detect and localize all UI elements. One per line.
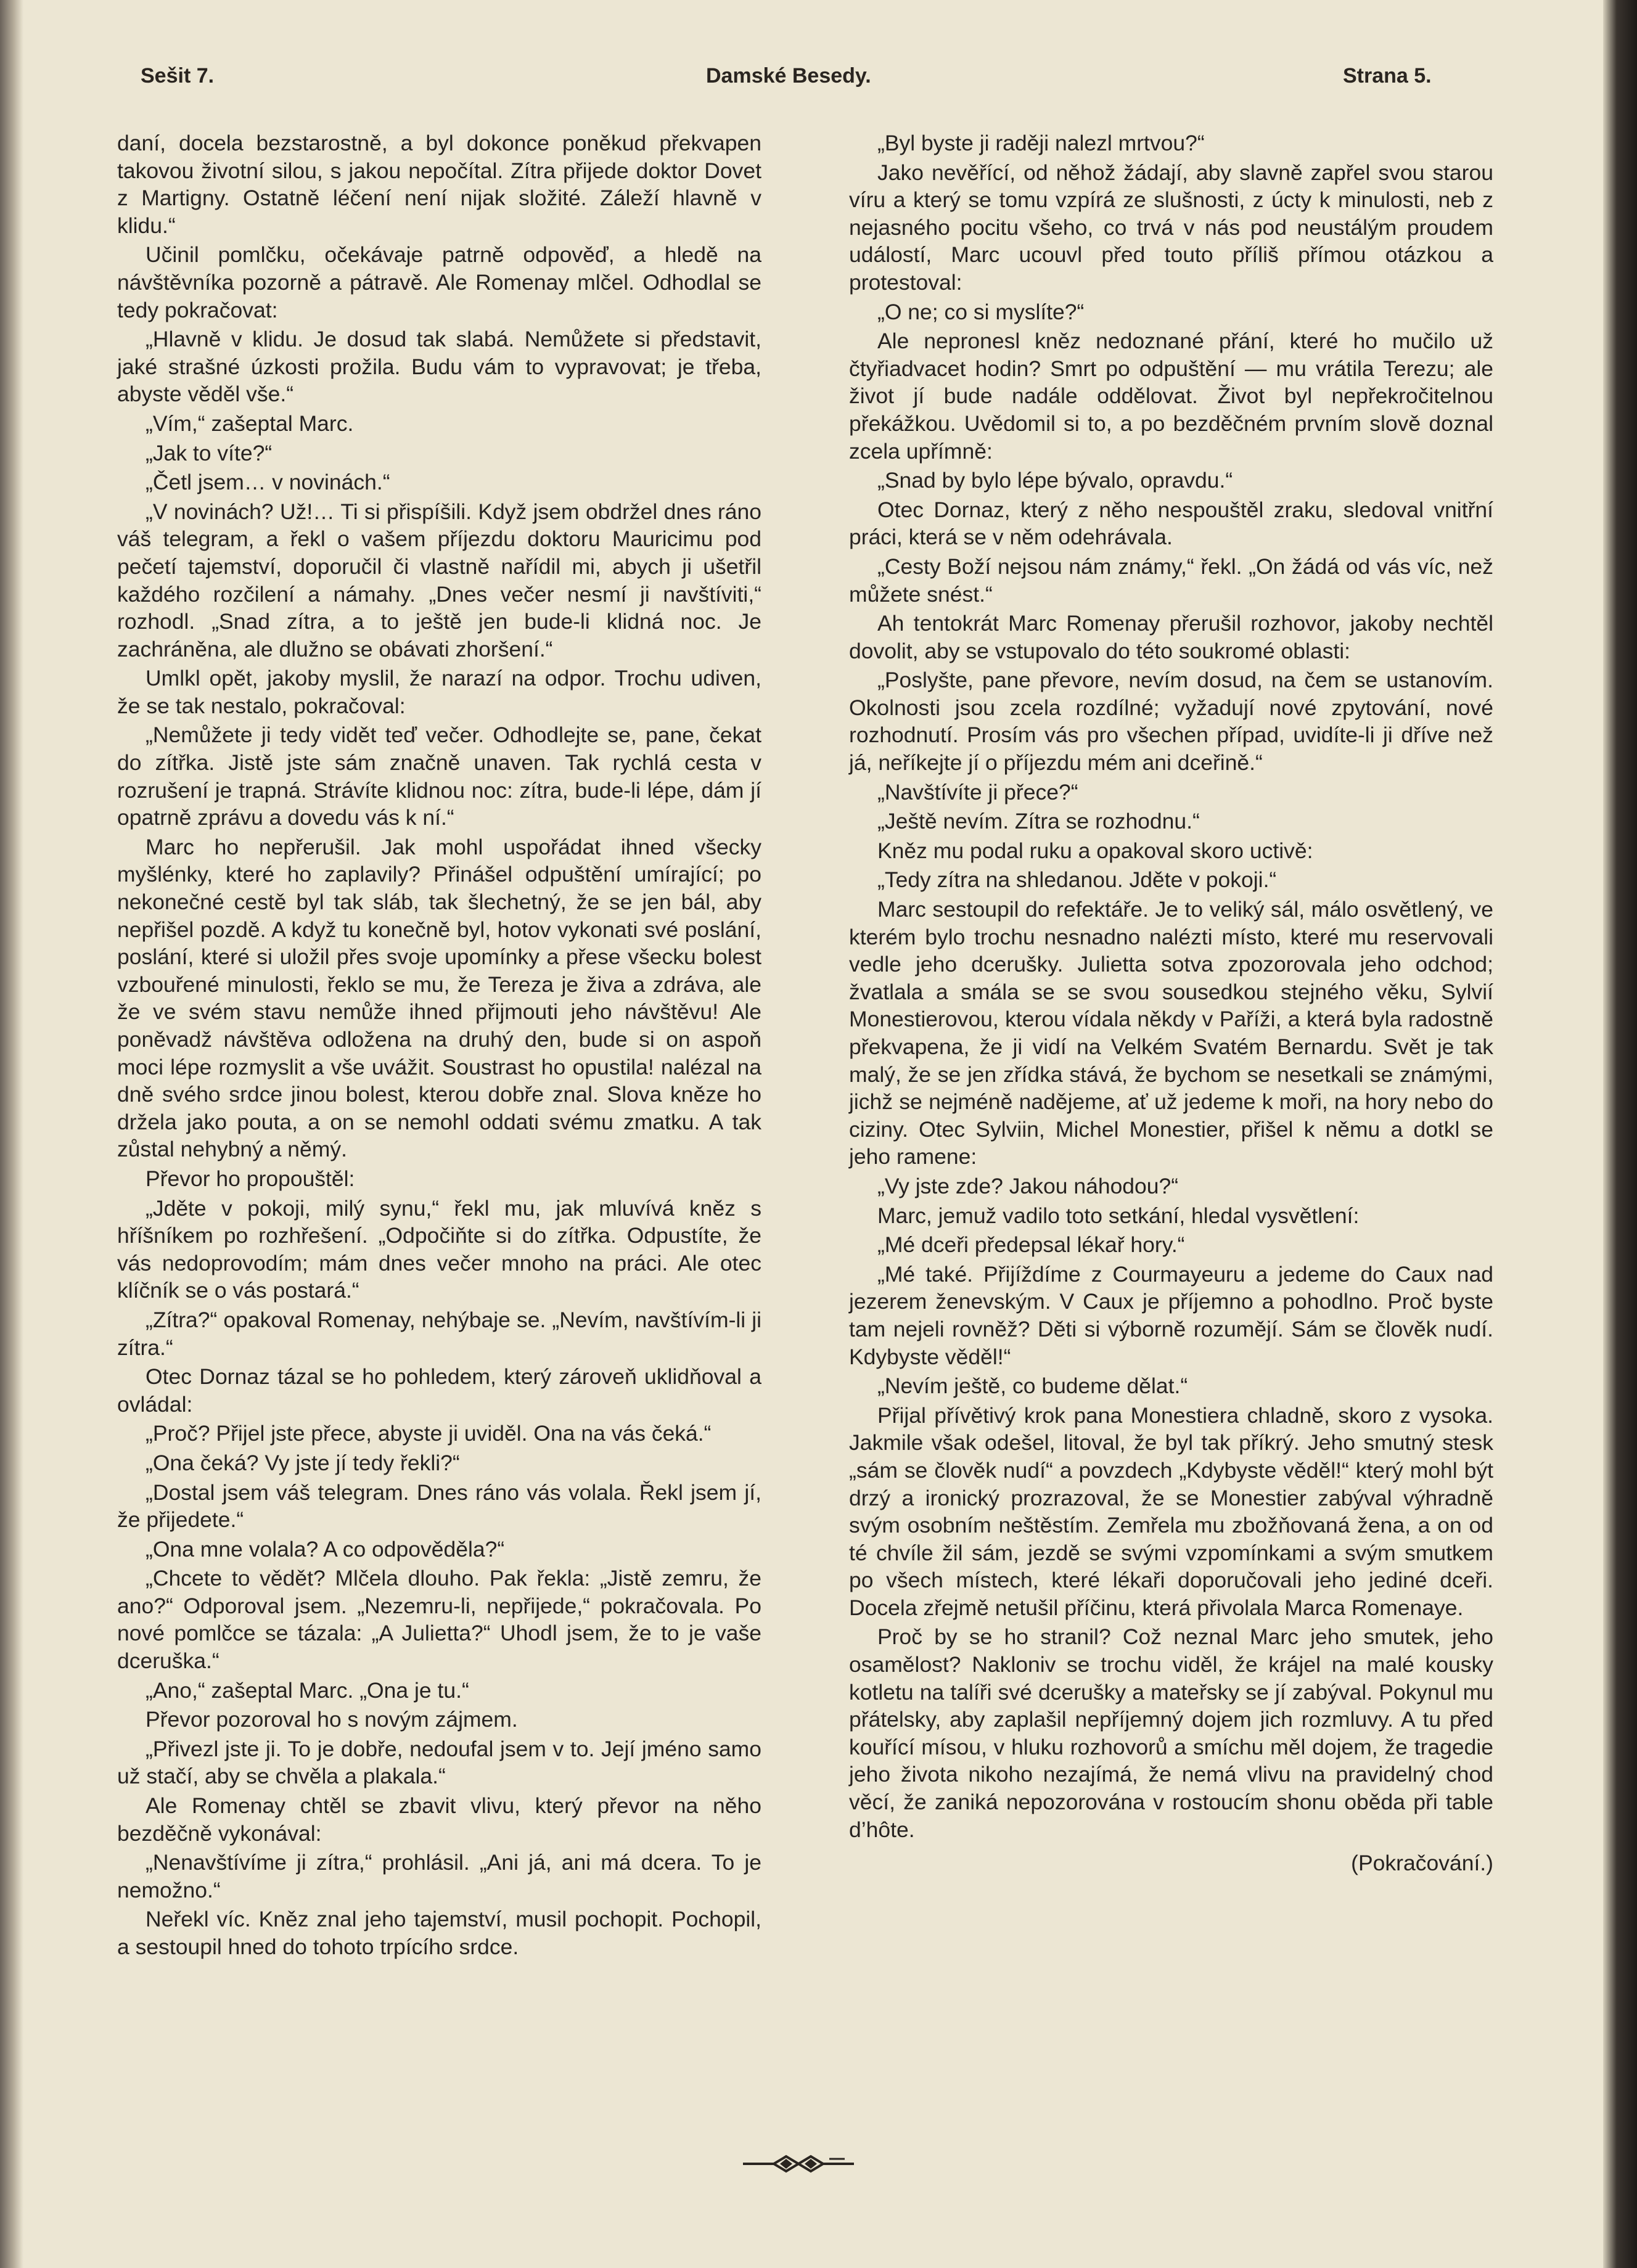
paragraph: „Zítra?“ opakoval Romenay, nehýbaje se. „Nevím, navštívím-li ji zítra.“ [117, 1307, 761, 1360]
magazine-title: Damské Besedy. [706, 64, 871, 88]
page-number: Strana 5. [1343, 64, 1432, 88]
paragraph: „Ona čeká? Vy jste jí tedy řekli?“ [146, 1450, 460, 1475]
paragraph: Marc, jemuž vadilo toto setkání, hledal vysvětlení: [877, 1203, 1360, 1228]
paragraph: „Chcete to vědět? Mlčela dlouho. Pak řekla: „Jistě zemru, že ano?“ Odporoval jsem. „Nezemru-li, nepřijede,“ pokračovala. Po nové pomlčce se tázala: „A Julietta?“ Uhodl jsem, že to je vaše dceruška.“ [117, 1566, 761, 1674]
paragraph: „Mé také. Přijíždíme z Courmayeuru a jedeme do Caux nad jezerem ženevským. V Caux je příjemno a pohodlno. Proč byste tam nejeli rovněž? Děti si výborně rozumějí. Sám se člověk nudí. Kdybyste věděl!“ [849, 1261, 1493, 1369]
right-column [849, 129, 1493, 1879]
paragraph: „Byl byste ji raději nalezl mrtvou?“ [877, 131, 1205, 155]
paragraph: Proč by se ho stranil? Což neznal Marc jeho smutek, jeho osamělost? Nakloniv se trochu viděl, že krájel na malé kousky kotletu na talíři své dcerušky a mateřsky se jí zabýval. Pokynul mu přátelsky, aby zaplašil nepříjemný dojem jich rozmluvy. A tu před kouřící mísou, v hluku rozhovorů a smíchu měl dojem, že tragedie jeho života nikoho nezajímá, že nemá vlivu na pravidelný chod věcí, že zaniká nepozorována v rostoucím shonu oběda při table d’hôte. [849, 1624, 1493, 1842]
paragraph: Neřekl víc. Kněz znal jeho tajemství, musil pochopit. Pochopil, a sestoupil hned do tohoto trpícího srdce. [117, 1907, 761, 1959]
paragraph: Převor pozoroval ho s novým zájmem. [146, 1707, 518, 1732]
paragraph: „Mé dceři předepsal lékař hory.“ [877, 1232, 1185, 1258]
paragraph: „Dostal jsem váš telegram. Dnes ráno vás volala. Řekl jsem jí, že přijedete.“ [117, 1480, 761, 1533]
paragraph: daní, docela bezstarostně, a byl dokonce poněkud překvapen takovou životní silou, s jakou nepočítal. Zítra přijede doktor Dovet z Martigny. Ostatně léčení není nijak složité. Záleží hlavně v klidu.“ [117, 131, 761, 238]
paragraph: Marc ho nepřerušil. Jak mohl uspořádat ihned všecky myšlénky, které ho zaplavily? Přinášel odpuštění umírající; po nekonečné cestě byl tak sláb, tak šlechetný, že se jen bál, aby nepřišel pozdě. A když tu konečně byl, hotov vykonati své poslání, poslání, které si uložil přes svoje upomínky a přese všecku bolest vzbouřené minulosti, řeklo se mu, že Tereza je živa a zdráva, ale že ve svém stavu nemůže ihned přijmouti jeho návštěvu! Ale poněvadž návštěva odložena na druhý den, bude si on aspoň moci lépe rozmyslit a vše uvážit. Soustrast ho opustila! nalézal na dně svého srdce jinou bolest, kterou dobře znal. Slova kněze ho držela jako pouta, a on se nemohl oddati svému zmatku. A tak zůstal nehybný a němý. [117, 834, 761, 1162]
paragraph: Přijal přívětivý krok pana Monestiera chladně, skoro z vysoka. Jakmile však odešel, litoval, že byl tak příkrý. Jeho smutný stesk „sám se člověk nudí“ a povzdech „Kdybyste věděl!“ který mohl být drzý a ironický prozrazoval, že se Monestier zabýval výhradně svým osobním neštěstím. Zemřela mu zbožňovaná žena, a on od té chvíle žil sám, jezdě se svými vzpomínkami a svým smutkem po všech místech, které lékaři doporučovali jeho jediné dceři. Docela zřejmě netušil příčinu, která přivolala Marca Romenaye. [849, 1402, 1493, 1620]
paragraph: Ale Romenay chtěl se zbavit vlivu, který převor na něho bezděčně vykonával: [117, 1793, 761, 1846]
paragraph: „Vy jste zde? Jakou náhodou?“ [877, 1173, 1179, 1198]
paragraph: „Ano,“ zašeptal Marc. „Ona je tu.“ [146, 1677, 469, 1703]
paragraph: Jako nevěřící, od něhož žádají, aby slavně zapřel svou starou víru a který se tomu vzpírá ze slušnosti, z úcty k minulosti, neb z nejasného pocitu všeho, co trvá v nás pod neustálým proudem událostí, Marc ucouvl před touto příliš přímou otázkou a protestoval: [849, 160, 1493, 295]
paragraph: „Proč? Přijel jste přece, abyste ji uviděl. Ona na vás čeká.“ [146, 1421, 712, 1446]
paragraph: „Navštívíte ji přece?“ [877, 779, 1078, 804]
left-column [117, 129, 761, 1963]
paragraph: „Ještě nevím. Zítra se rozhodnu.“ [877, 809, 1200, 834]
paragraph: Ah tentokrát Marc Romenay přerušil rozhovor, jakoby nechtěl dovolit, aby se vstupovalo do této soukromé oblasti: [849, 611, 1493, 663]
paragraph: „Jděte v pokoji, milý synu,“ řekl mu, jak mluvívá kněz s hříšníkem po rozhřešení. „Odpočiňte si do zítřka. Odpustíte, že vás nedoprovodím; mám dnes večer mnoho na práci. Ale otec klíčník se o vás postará.“ [117, 1195, 761, 1303]
paragraph: „O ne; co si myslíte?“ [877, 299, 1085, 324]
paragraph: „Hlavně v klidu. Je dosud tak slabá. Nemůžete si představit, jaké strašné úzkosti prožila. Budu vám to vypravovat; je třeba, abyste věděl vše.“ [117, 327, 761, 407]
paragraph: Umlkl opět, jakoby myslil, že narazí na odpor. Trochu udiven, že se tak nestalo, pokračoval: [117, 666, 761, 718]
scan-edge [1603, 0, 1637, 2268]
paragraph: „Četl jsem… v novinách.“ [146, 470, 390, 495]
paragraph: „Ona mne volala? A co odpověděla?“ [146, 1536, 505, 1562]
binding-gutter [0, 0, 23, 2268]
paragraph: Učinil pomlčku, očekávaje patrně odpověď, a hledě na návštěvníka pozorně a pátravě. Ale Romenay mlčel. Odhodlal se tedy pokračovat: [117, 242, 761, 322]
paragraph: „Jak to víte?“ [146, 440, 273, 465]
paragraph: „Tedy zítra na shledanou. Jděte v pokoji.“ [877, 867, 1277, 893]
paragraph: „Vím,“ zašeptal Marc. [146, 411, 354, 436]
issue-number: Sešit 7. [141, 64, 215, 88]
paragraph: Kněz mu podal ruku a opakoval skoro uctivě: [877, 838, 1313, 863]
paragraph: „V novinách? Už!… Ti si přispíšili. Když jsem obdržel dnes ráno váš telegram, a řekl o vašem příjezdu doktoru Mauricimu pod pečetí tajemství, doporučil či vlastně nařídil mi, abych ji ušetřil každého rozčilení a námahy. „Dnes večer nesmí ji navštíviti,“ rozhodl. „Snad zítra, a to ještě jen bude-li klidná noc. Je zachráněna, ale dlužno se obávati zhoršení.“ [117, 499, 761, 661]
paragraph: „Nevím ještě, co budeme dělat.“ [877, 1373, 1188, 1399]
paragraph: (Pokračování.) [1351, 1851, 1493, 1876]
paragraph: Otec Dornaz, který z něho nespouštěl zraku, sledoval vnitřní práci, která se v něm odehrávala. [849, 497, 1493, 550]
paragraph: Marc sestoupil do refektáře. Je to veliký sál, málo osvětlený, ve kterém bylo trochu nesnadno nalézti místo, které mu reservovali vedle jeho dcerušky. Julietta sotva zpozorovala jeho odchod; žvatlala a smála se se svou sousedkou stejného věku, Sylvií Monestierovou, kterou vídala někdy v Paříži, a která byla radostně překvapena, že ji vidí na Velkém Svatém Bernardu. Svět je tak malý, že se jen zřídka stává, že bychom se nesetkali se známými, jichž se nejméně nadějeme, ať už jedeme k moři, na hory nebo do ciziny. Otec Sylviin, Michel Monestier, přišel k němu a dotkl se jeho ramene: [849, 897, 1493, 1169]
paragraph: Otec Dornaz tázal se ho pohledem, který zároveň uklidňoval a ovládal: [117, 1364, 761, 1417]
paragraph: „Nenavštívíme ji zítra,“ prohlásil. „Ani já, ani má dcera. To je nemožno.“ [117, 1850, 761, 1902]
paragraph: „Přivezl jste ji. To je dobře, nedoufal jsem v to. Její jméno samo už stačí, aby se chvěla a plakala.“ [117, 1736, 761, 1789]
paragraph: „Nemůžete ji tedy vidět teď večer. Odhodlejte se, pane, čekat do zítřka. Jistě jste sám značně unaven. Tak rychlá cesta v rozrušení je trapná. Strávíte klidnou noc: zítra, bude-li lépe, dám jí opatrně zprávu a dovedu vás k ní.“ [117, 723, 761, 830]
paragraph: Ale nepronesl kněz nedoznané přání, které ho mučilo už čtyřiadvacet hodin? Smrt po odpuštění — mu vrátila Terezu; ale život jí bude nadále oddělovat. Život byl nepřekročitelnou překážkou. Uvědomil si to, a po bezděčném prvním slově doznal zcela upřímně: [849, 329, 1493, 464]
ornament-icon [737, 2151, 866, 2176]
paragraph: „Poslyšte, pane převore, nevím dosud, na čem se ustanovím. Okolnosti jsou zcela rozdílné; vyžadují nové zpytování, nové rozhodnutí. Prosím vás pro všechen případ, uvidíte-li ji dříve než já, neříkejte jí o příjezdu mém ani dceřině.“ [849, 668, 1493, 776]
paragraph: „Cesty Boží nejsou nám známy,“ řekl. „On žádá od vás víc, než můžete snést.“ [849, 554, 1493, 607]
paragraph: Převor ho propouštěl: [146, 1166, 355, 1191]
paragraph: „Snad by bylo lépe bývalo, opravdu.“ [877, 468, 1233, 493]
